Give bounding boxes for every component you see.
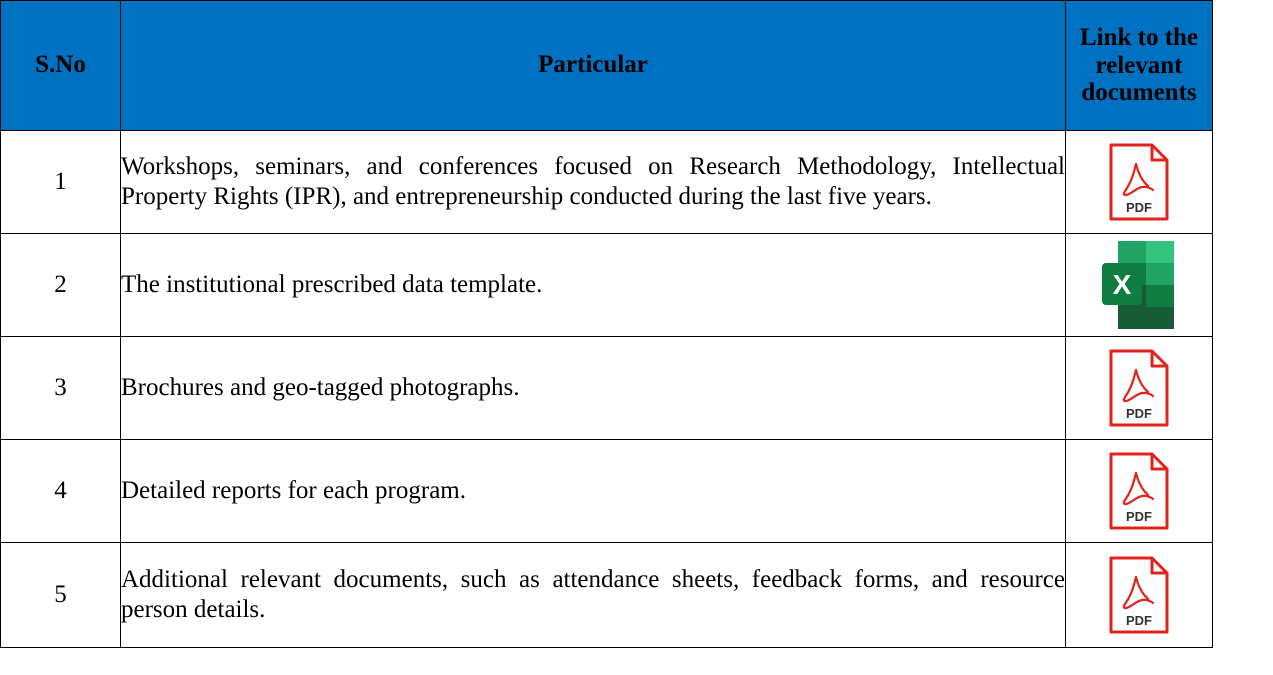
header-link-line2: relevant (1095, 51, 1183, 79)
row-sno: 5 (1, 543, 121, 648)
table-row (1, 131, 1213, 234)
row-particular: Detailed reports for each program. (121, 440, 1066, 543)
header-link-line3: documents (1081, 79, 1197, 107)
row-sno: 3 (1, 337, 121, 440)
pdf-icon-label: PDF (1126, 406, 1152, 421)
row-link-cell (1066, 131, 1213, 234)
table-row (1, 234, 1213, 337)
pdf-icon-label: PDF (1126, 200, 1152, 215)
pdf-icon[interactable] (1108, 451, 1170, 531)
pdf-icon[interactable] (1108, 142, 1170, 222)
excel-icon[interactable] (1100, 237, 1178, 333)
header-sno: S.No (1, 1, 121, 131)
row-link-cell (1066, 337, 1213, 440)
header-link-line1: Link to the (1079, 24, 1199, 52)
excel-icon-label: X (1112, 269, 1132, 300)
row-link-cell (1066, 440, 1213, 543)
pdf-icon[interactable] (1108, 348, 1170, 428)
table-row (1, 440, 1213, 543)
pdf-icon-label: PDF (1126, 509, 1152, 524)
pdf-icon-label: PDF (1126, 613, 1152, 628)
pdf-icon[interactable] (1108, 555, 1170, 635)
row-sno: 4 (1, 440, 121, 543)
row-sno: 1 (1, 131, 121, 234)
row-particular: Additional relevant documents, such as attendance sheets, feedback forms, and resource person details. (121, 543, 1066, 648)
row-particular: Brochures and geo-tagged photographs. (121, 337, 1066, 440)
header-row (1, 1, 1213, 131)
row-link-cell (1066, 234, 1213, 337)
table-row (1, 337, 1213, 440)
row-link-cell (1066, 543, 1213, 648)
header-particular: Particular (121, 1, 1066, 131)
row-particular: Workshops, seminars, and conferences focused on Research Methodology, Intellectual Property Rights (IPR), and entrepreneurship conducted during the last five years. (121, 131, 1066, 234)
table-row (1, 543, 1213, 648)
header-link (1066, 1, 1213, 131)
row-particular: The institutional prescribed data template. (121, 234, 1066, 337)
row-sno: 2 (1, 234, 121, 337)
